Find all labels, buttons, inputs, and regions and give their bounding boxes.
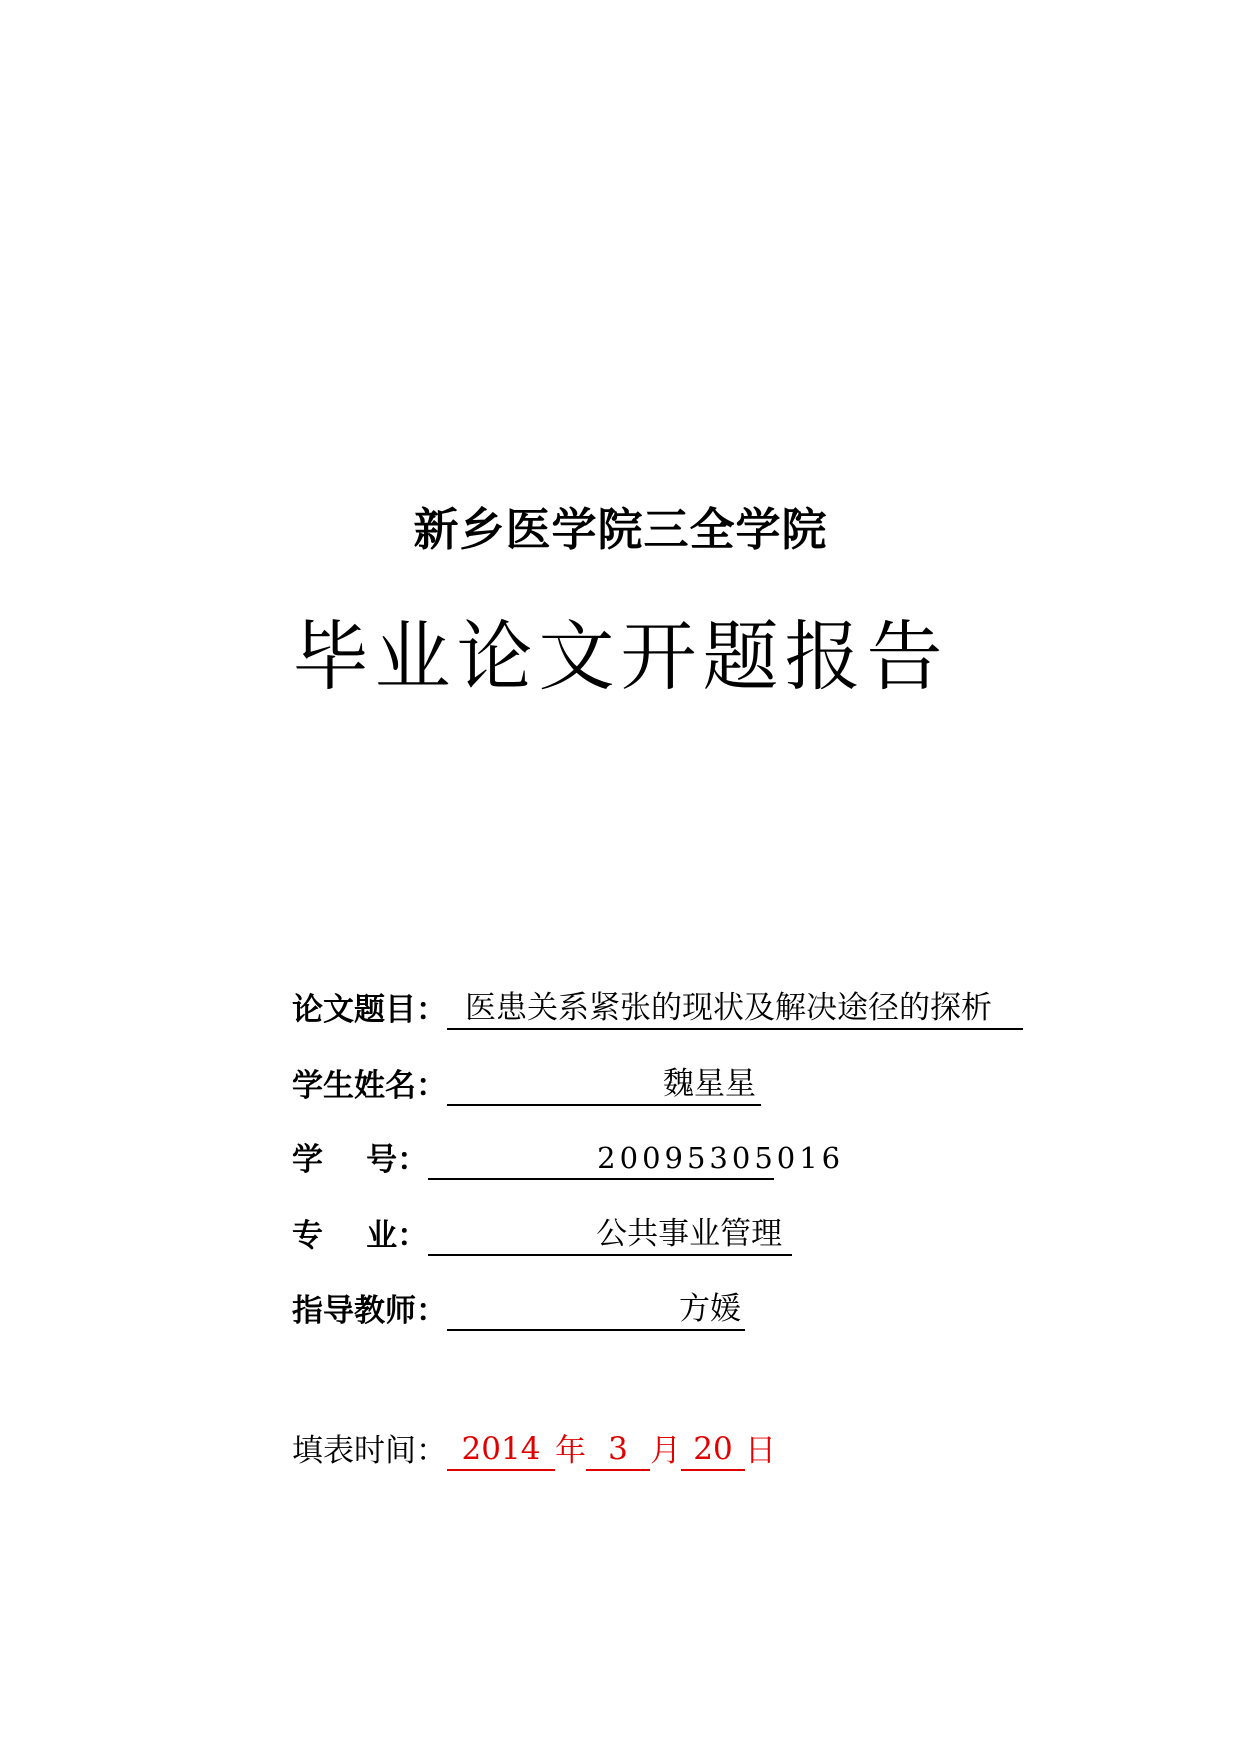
student-name-label: 学生姓名： xyxy=(292,1068,447,1104)
thesis-title-label: 论文题目： xyxy=(292,992,447,1028)
major-label: 专 业： xyxy=(292,1218,429,1254)
fill-date-year-unit: 年 xyxy=(555,1433,586,1469)
fill-date-year: 2014 xyxy=(447,1429,555,1471)
fill-date-day-unit: 日 xyxy=(745,1433,776,1469)
fill-date-day: 20 xyxy=(681,1429,745,1471)
report-title: 毕业论文开题报告 xyxy=(292,612,949,701)
thesis-title-value: 医患关系紧张的现状及解决途径的探析 xyxy=(447,988,1023,1030)
fill-date-month-unit: 月 xyxy=(650,1433,681,1469)
student-name-row xyxy=(292,1062,761,1106)
student-name-value: 魏星星 xyxy=(447,1064,761,1106)
major-row xyxy=(292,1212,792,1256)
advisor-value: 方媛 xyxy=(447,1289,745,1331)
student-id-label: 学 号： xyxy=(292,1142,429,1178)
student-id-row xyxy=(292,1136,845,1180)
thesis-title-row xyxy=(292,986,1023,1030)
major-value: 公共事业管理 xyxy=(428,1214,792,1256)
student-id-value: 20095305016 xyxy=(428,1138,774,1180)
fill-date-row xyxy=(292,1427,776,1471)
advisor-label: 指导教师： xyxy=(292,1293,447,1329)
school-name: 新乡医学院三全学院 xyxy=(413,503,828,556)
fill-date-label: 填表时间： xyxy=(292,1433,447,1469)
fill-date-month: 3 xyxy=(586,1429,650,1471)
advisor-row xyxy=(292,1287,745,1331)
